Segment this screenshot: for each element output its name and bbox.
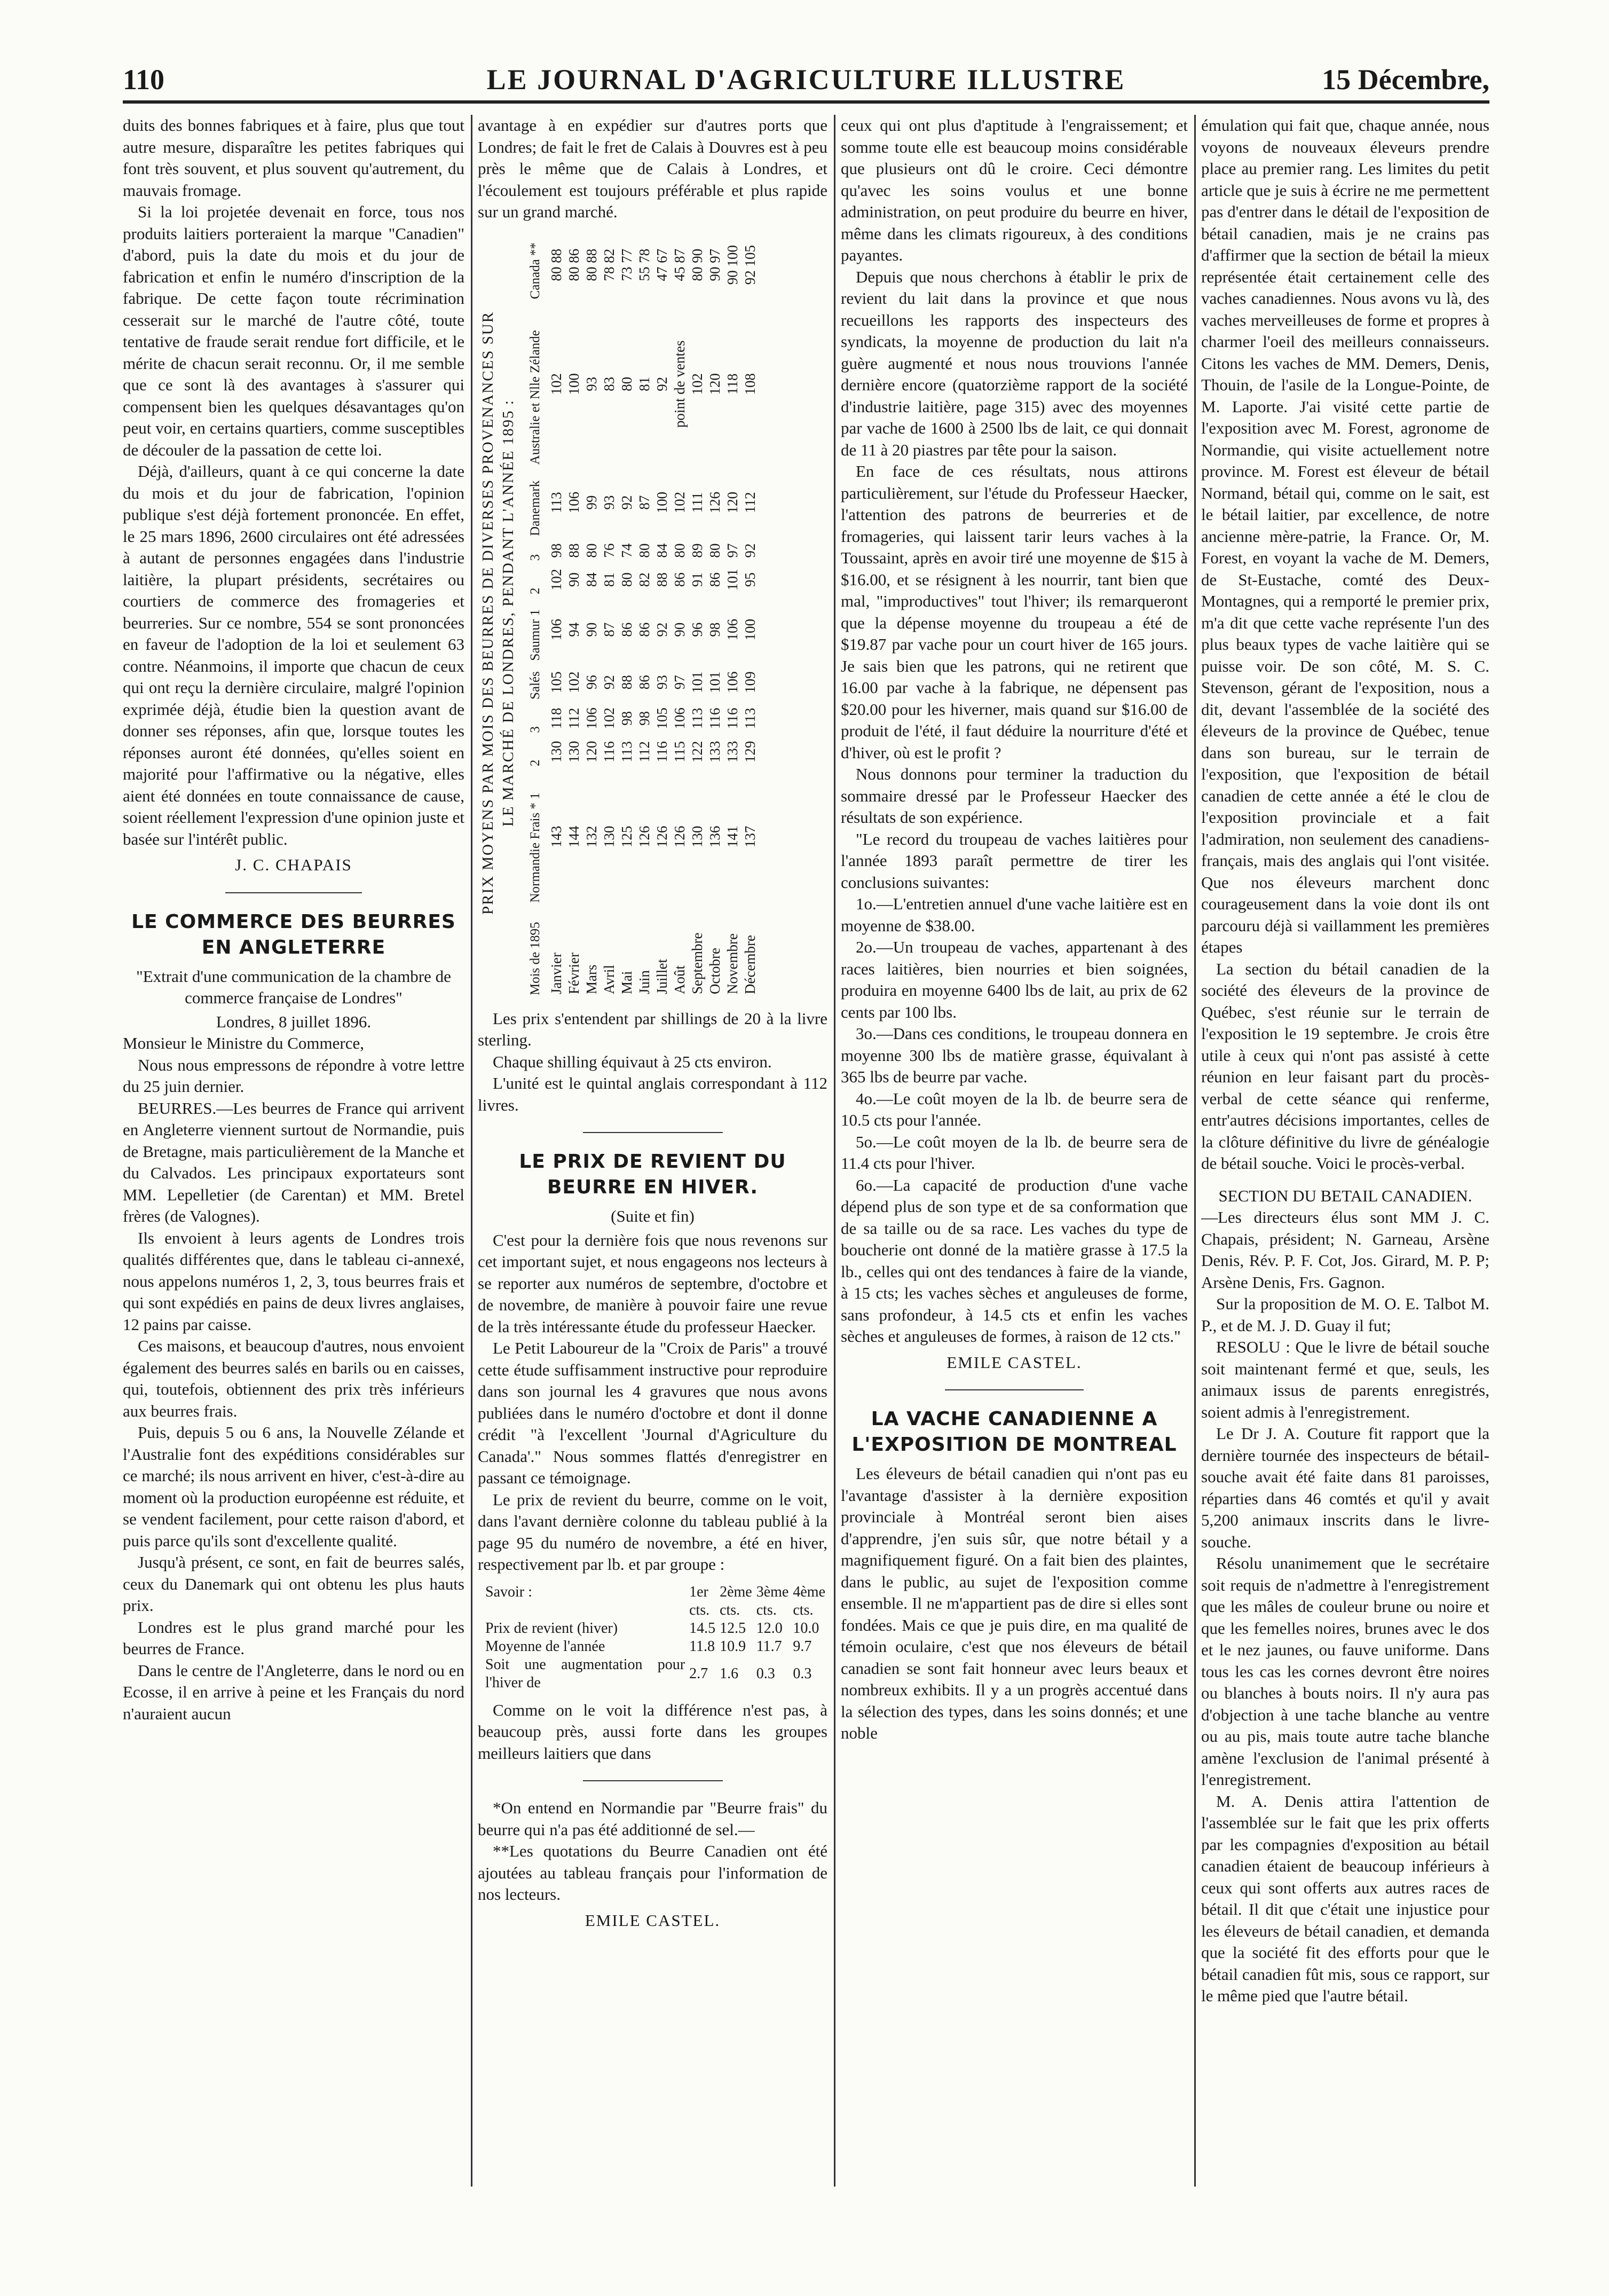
table-header: Salés (528, 671, 542, 699)
table-cell: 102 (671, 491, 688, 513)
paragraph: ceux qui ont plus d'aptitude à l'engraissement; et somme toute elle est beaucoup moins considérable que plusieurs ont dû le croire. Ceci démontre qu'avec les soins voulus et une bonne administration, on peut produire du beurre en hiver, même dans les climats rigoureux, à des conditions payantes. (841, 116, 1188, 264)
cost-row (483, 1638, 827, 1656)
paragraph: Les éleveurs de bétail canadien qui n'ont pas eu l'avantage d'assister à la dernière exposition provinciale à Montréal seront bien aises d'apprendre, j'en suis sûr, que notre bétail y a magnifiquement figuré. On a fait bien des plaintes, dans le public, au sujet de l'exposition comme ensemble. Il ne m'appartient pas de dire si elles sont fondées. Mais ce que je puis dire, en ma qualité de témoin oculaire, c'est que nos éleveurs de bétail canadien se sont fait honneur avec leurs beaux et nombreux exhibits. Il y a un progrès accentué dans la sélection des types, dans les soins donnés; et une noble (841, 1464, 1188, 1742)
table-cell: 94 (565, 622, 582, 637)
table-cell: 105 (548, 671, 564, 693)
table-cell: 118 (724, 373, 740, 395)
paragraph: Résolu unanimement que le secrétaire soit requis de n'admettre à l'enregistrement que les mâles de couleur brune ou noire et que les femelles noires, brunes avec le dos et le nez jaunes, ou fauve uniforme. Dans tous les cas les cornes devront être noires ou blanches à bouts noirs. Il n'y aura pas d'objection à une tache blanche au ventre ou au pis, mais toute autre tache blanche amène l'exclusion de l'animal présenté à l'enregistrement. (1201, 1554, 1489, 1789)
table-cell: 80 88 (583, 248, 600, 281)
table-header: 3 (528, 726, 542, 733)
table-cell: 84 (653, 543, 670, 558)
separator (583, 1132, 723, 1133)
table-header: Saumur 1 (528, 609, 542, 661)
table-cell: 116 (653, 741, 670, 762)
table-row (689, 229, 706, 997)
table-cell: 73 77 (618, 248, 635, 281)
table-cell: 126 (636, 825, 652, 847)
table-header: Normandie Frais * 1 (528, 792, 542, 903)
table-cell: Mars (583, 964, 600, 994)
table-cell: 80 (636, 543, 652, 558)
table-cell: 120 (583, 741, 600, 762)
table-cell: 130 (565, 741, 582, 762)
table-cell: 102 (689, 373, 705, 395)
table-cell: 86 (636, 674, 652, 689)
table-cell: 87 (601, 622, 617, 637)
table-cell: 98 (636, 711, 652, 726)
table-cell: 116 (724, 707, 740, 729)
cost-cell: 12.5 (720, 1619, 746, 1637)
table-row (653, 229, 671, 997)
table-cell: 47 67 (653, 248, 670, 281)
table-cell: 130 (689, 825, 705, 847)
paragraph: M. A. Denis attira l'attention de l'assemblée sur le fait que les prix offerts par les compagnies d'exposition au bétail canadien étaient de beaucoup inférieurs à ceux qui sont offerts aux autres races de bétail. Il dit que c'était une injustice pour les éleveurs de bétail canadien, et demanda que la société fit des efforts pour que le bétail canadien fût mis, sous ce rapport, sur le même pied que l'autre bétail. (1201, 1791, 1489, 2005)
paragraph: RESOLU : Que le livre de bétail souche soit maintenant fermé et que, seuls, les animaux issus de parents enregistrés, soient admis à l'enregistrement. (1201, 1338, 1489, 1421)
table-cell: 45 87 (671, 248, 688, 281)
table-title: PRIX MOYENS PAR MOIS DES BEURRES DE DIVERSES PROVENANCES SUR (479, 311, 496, 915)
table-cell: Mai (618, 971, 635, 994)
table-cell: 100 (742, 618, 758, 641)
paragraph: Dans le centre de l'Angleterre, dans le nord ou en Ecosse, il en arrive à peine et les Français du nord n'auraient aucun (123, 1661, 464, 1723)
table-cell: 92 (653, 376, 670, 391)
separator (583, 1780, 723, 1781)
table-cell: 80 (618, 572, 635, 587)
table-cell: 93 (583, 376, 600, 391)
table-cell: 88 (565, 543, 582, 558)
table-cell: 84 (583, 572, 600, 587)
table-cell: Octobre (706, 947, 723, 994)
table-cell: 93 (601, 495, 617, 510)
table-cell: 116 (706, 707, 723, 729)
cost-row (483, 1619, 827, 1638)
paragraph: 6o.—La capacité de production d'une vache dépend plus de son type et de sa conformation que de sa taille ou de sa race. Les vaches du type de boucherie ont donné de la matière grasse à 17.5 la lb., celles qui ont des tendances à faire de la viande, à 15 cts; les vaches sèches et anguleuses de forme, sans profondeur, à 14.5 cts et enfin les vaches sèches et anguleuses de formes, à raison de 12 cts." (841, 1175, 1188, 1346)
cost-header: 2ème (720, 1583, 752, 1600)
table-row (548, 229, 565, 997)
table-cell: 125 (618, 825, 635, 847)
table-cell: 106 (565, 491, 582, 513)
table-cell: 83 (601, 376, 617, 391)
cost-header: 1er (689, 1583, 708, 1600)
table-cell: Décembre (742, 934, 758, 994)
cost-cell: Prix de revient (hiver) (485, 1619, 618, 1637)
table-cell: 106 (724, 671, 740, 693)
table-row (601, 229, 618, 997)
table-cell: 98 (706, 622, 723, 637)
table-cell: 116 (601, 741, 617, 762)
column-divider (1194, 115, 1196, 2187)
table-cell: 81 (601, 572, 617, 587)
paragraph: 2o.—Un troupeau de vaches, appartenant à des races laitières, bien nourries et bien soignées, produira en moyenne 6400 lbs de lait, au prix de 62 cents par 100 lbs. (841, 938, 1188, 1021)
article-heading: LE PRIX DE REVIENT DU BEURRE EN HIVER. (519, 1151, 786, 1198)
paragraph: En face de ces résultats, nous attirons particulièrement, sur l'étude du Professeur Haecker, l'attention des patrons de beurreries et de fromageries, qui laissent tarir leurs vaches à la Toussaint, après en avoir tiré une moyenne de $15 à $16.00, et se résignent à les nourrir, tant bien que mal, "improductives" tout l'hiver; ils remarqueront que la dépense moyenne du troupeau a été de $19.87 par vache pour un court hiver de 165 jours. Je sais bien que les patrons, qui ne retirent que 16.00 par vache à la fabrique, ne dépensent pas $20.00 pour les hiverner, mais quand sur $16.00 de produit de l'été, il faut déduire la nourriture d'été et d'hiver, où est le profit ? (841, 462, 1188, 762)
page-number: 110 (123, 64, 165, 96)
table-cell: Janvier (548, 952, 564, 994)
table-cell: 109 (742, 671, 758, 693)
table-cell: 106 (583, 707, 600, 729)
table-cell: 92 (618, 495, 635, 510)
cost-cell: 10.0 (793, 1619, 819, 1637)
table-cell: 106 (548, 618, 564, 641)
table-row (618, 229, 636, 997)
header-rule (123, 100, 1489, 104)
table-cell: 74 (618, 543, 635, 558)
table-cell: Février (565, 952, 582, 994)
signature: EMILE CASTEL. (585, 1910, 721, 1930)
table-cell: 102 (601, 707, 617, 729)
article-heading: LE COMMERCE DES BEURRES EN ANGLETERRE (131, 910, 456, 958)
table-cell: Août (671, 965, 688, 994)
cost-cell: 9.7 (793, 1638, 812, 1655)
table-cell: 90 97 (706, 248, 723, 281)
table-header: 3 (528, 554, 542, 561)
cost-unit: cts. (689, 1601, 710, 1618)
table-cell: 86 (671, 572, 688, 587)
table-cell: 92 (601, 674, 617, 689)
table-cell: 96 (689, 622, 705, 637)
table-cell: 130 (601, 825, 617, 847)
cost-cell: 10.9 (720, 1638, 746, 1655)
cost-cell: 2.7 (689, 1665, 708, 1682)
price-table-block (478, 229, 827, 1003)
table-cell: 136 (706, 825, 723, 847)
signature: J. C. CHAPAIS (235, 855, 352, 874)
paragraph: Le Petit Laboureur de la "Croix de Paris" a trouvé cette étude suffisamment instructive pour reproduire dans son journal les 4 gravures que nous avons publiées dans le numéro d'octobre et dont il donne crédit "à l'excellent 'Journal d'Agriculture du Canada'." Nous sommes flattés d'enregistrer en passant ce témoignage. (478, 1339, 827, 1487)
paragraph: —Les directeurs élus sont MM J. C. Chapais, président; N. Garneau, Arsène Denis, Rév. P. F. Cot, Jos. Girard, M. P. P; Arsène Denis, Frs. Gagnon. (1201, 1208, 1489, 1292)
table-cell: 80 (618, 376, 635, 391)
page-header (123, 63, 1489, 100)
column-4 (1201, 115, 1489, 2187)
table-header: Mois de 1895 (528, 922, 542, 995)
paragraph: 4o.—Le coût moyen de la lb. de beurre sera de 10.5 cts pour l'année. (841, 1089, 1188, 1129)
table-cell: 55 78 (636, 248, 652, 281)
cost-table (483, 1583, 827, 1692)
cost-unit: cts. (720, 1601, 740, 1618)
table-cell: 112 (636, 741, 652, 762)
table-cell: 143 (548, 825, 564, 847)
table-cell: 141 (724, 825, 740, 847)
cost-cell: 11.7 (756, 1638, 782, 1655)
cost-cell: 12.0 (756, 1619, 783, 1637)
section-heading: SECTION DU BETAIL CANADIEN. (1218, 1186, 1472, 1205)
table-cell: Juin (636, 970, 652, 994)
table-header: Australie et Nlle Zélande (528, 329, 542, 465)
table-cell: 78 82 (601, 248, 617, 281)
paragraph: Comme on le voit la différence n'est pas, à beaucoup près, aussi forte dans les groupes meilleurs laitiers que dans (478, 1700, 827, 1763)
table-cell: 98 (618, 711, 635, 726)
table-cell: 80 (583, 543, 600, 558)
table-row (565, 229, 583, 997)
journal-title: LE JOURNAL D'AGRICULTURE ILLUSTRE (486, 64, 1126, 96)
table-cell: 120 (724, 491, 740, 513)
table-cell: 89 (689, 543, 705, 558)
table-header: Canada ** (528, 242, 542, 299)
paragraph: avantage à en expédier sur d'autres ports que Londres; de fait le fret de Calais à Douvres est à peu près le même que de Calais à Londres, et l'écoulement est toujours préférable et plus rapide sur un grand marché. (478, 116, 827, 221)
table-cell: 113 (742, 707, 758, 729)
table-cell: 97 (724, 543, 740, 558)
table-cell: 101 (689, 671, 705, 693)
table-cell: 113 (548, 491, 564, 513)
table-cell: 93 (653, 674, 670, 689)
cost-cell: 14.5 (689, 1619, 716, 1637)
column-divider (471, 115, 472, 2187)
table-cell: 126 (706, 491, 723, 513)
table-cell: 112 (742, 491, 758, 513)
table-cell: 100 (653, 491, 670, 513)
table-cell: 113 (689, 707, 705, 729)
cost-cell: 1.6 (720, 1665, 739, 1682)
cost-unit: cts. (793, 1601, 814, 1618)
price-table (524, 229, 759, 997)
table-header: 2 (528, 759, 542, 766)
paragraph: Puis, depuis 5 ou 6 ans, la Nouvelle Zélande et l'Australie font des expéditions considérables sur ce marché; ils nous arrivent en hiver, c'est-à-dire au moment où la production européenne est réduite, et se vendent facilement, pour cette raison d'abord, et puis parce qu'ils sont d'excellente qualité. (123, 1423, 464, 1550)
table-cell: 87 (636, 495, 652, 510)
table-cell: 90 100 (724, 245, 740, 285)
table-cell: 88 (618, 674, 635, 689)
table-cell: 101 (706, 671, 723, 693)
table-cell: 130 (548, 741, 564, 762)
footnote: *On entend en Normandie par "Beurre frais" du beurre qui n'a pas été additionné de sel.— (478, 1798, 827, 1839)
table-header: 2 (528, 587, 542, 594)
cost-unit: cts. (756, 1601, 777, 1618)
table-cell: 106 (724, 618, 740, 641)
cost-header: 4ème (793, 1583, 825, 1600)
table-cell: Novembre (724, 933, 740, 994)
table-cell: 86 (618, 622, 635, 637)
cost-cell: 11.8 (689, 1638, 715, 1655)
table-cell: Septembre (689, 932, 705, 994)
table-cell: 92 (653, 622, 670, 637)
paragraph: Le Dr J. A. Couture fit rapport que la dernière tournée des inspecteurs de bétail-souche avait été faite dans 81 paroisses, réparties dans 46 comtés et qu'il y avait 5,200 animaux inscrits dans le livre-souche. (1201, 1424, 1489, 1551)
paragraph: Sur la proposition de M. O. E. Talbot M. P., et de M. J. D. Guay il fut; (1201, 1294, 1489, 1335)
cost-table-block (483, 1583, 827, 1692)
salutation: Monsieur le Ministre du Commerce, (123, 1034, 364, 1052)
cost-label: Savoir : (485, 1583, 532, 1600)
table-cell: 102 (548, 568, 564, 591)
table-cell: 113 (618, 741, 635, 762)
paragraph: Les prix s'entendent par shillings de 20 à la livre sterling. (478, 1009, 827, 1049)
paragraph: Ces maisons, et beaucoup d'autres, nous envoient également des beurres salés en barils ou en caisses, qui, toutefois, obtiennent des prix très inférieurs aux beurres frais. (123, 1336, 464, 1420)
table-cell: 101 (724, 568, 740, 591)
cost-cell: Soit une augmentation pour l'hiver de (485, 1656, 685, 1691)
table-cell: Avril (601, 964, 617, 994)
footnote: **Les quotations du Beurre Canadien ont été ajoutées au tableau français pour l'information de nos lecteurs. (478, 1842, 827, 1904)
table-row (724, 229, 742, 997)
paragraph: Jusqu'à présent, ce sont, en fait de beurres salés, ceux du Danemark qui ont obtenu les plus hauts prix. (123, 1553, 464, 1615)
column-1 (123, 115, 464, 2187)
article-subtitle: (Suite et fin) (611, 1207, 695, 1225)
table-title: LE MARCHÉ DE LONDRES, PENDANT L'ANNÉE 1895 : (500, 399, 517, 827)
paragraph: 5o.—Le coût moyen de la lb. de beurre sera de 11.4 cts pour l'hiver. (841, 1132, 1188, 1173)
table-cell: 90 (583, 622, 600, 637)
table-header: Danemark (528, 480, 542, 536)
cost-cell: Moyenne de l'année (485, 1638, 605, 1655)
table-cell: 97 (671, 674, 688, 689)
table-cell: 80 90 (689, 248, 705, 281)
cost-cell: 0.3 (793, 1665, 812, 1682)
paragraph: Depuis que nous cherchons à établir le prix de revient du lait dans la province et que nous recueillons les rapports des inspecteurs des syndicats, la moyenne de production du lait n'a guère augmenté et nous nous trouvions l'année dernière encore (quatorzième rapport de la société d'industrie laitière, page 315) avec des moyennes par vache de 1600 à 2500 lbs de lait, ce qui donnait de 11 à 20 piastres par tête pour la saison. (841, 267, 1188, 459)
table-cell: 112 (565, 707, 582, 729)
table-cell: 80 88 (548, 248, 564, 281)
table-cell: 122 (689, 741, 705, 762)
table-cell: 92 105 (742, 245, 758, 285)
paragraph: Ils envoient à leurs agents de Londres trois qualités différentes que, dans le tableau ci-annexé, nous appelons numéros 1, 2, 3, tous beurres frais et qui sont expédiés en pains de deux livres anglaises, 12 pains par caisse. (123, 1228, 464, 1334)
table-cell: 137 (742, 825, 758, 847)
table-row (583, 229, 601, 997)
table-cell: 80 (706, 543, 723, 558)
table-cell: 98 (548, 543, 564, 558)
paragraph: C'est pour la dernière fois que nous revenons sur cet important sujet, et nous engageons nos lecteurs à se reporter aux numéros de septembre, d'octobre et de novembre, de manière à pouvoir faire une revue de la très intéressante étude du professeur Haecker. (478, 1230, 827, 1336)
table-cell: 82 (636, 572, 652, 587)
table-cell: 111 (689, 492, 705, 513)
signature: EMILE CASTEL. (947, 1353, 1082, 1372)
table-cell: 144 (565, 825, 582, 847)
paragraph: Si la loi projetée devenait en force, tous nos produits laitiers porteraient la marque "Canadien" d'abord, puis la date du mois et du jour de fabrication et enfin le numéro d'inscription de la fabrique. De cette façon toute récrimination cesserait sur le marché de l'autre côté, toute tentative de fraude serait rendue fort difficile, et le mérite de chacun serait reconnu. Or, il me semble que ce sont là des avantages à s'assurer qui compensent bien les quelques désavantages qu'on peut voir, en certains quartiers, comme susceptibles de découler de la passation de cette loi. (123, 202, 464, 459)
table-cell: 90 (565, 572, 582, 587)
table-row (706, 229, 724, 997)
price-table-rotated (478, 229, 819, 997)
cost-row (483, 1656, 827, 1692)
table-cell: 92 (742, 543, 758, 558)
table-cell: 96 (583, 674, 600, 689)
column-divider (834, 115, 835, 2187)
table-cell: 86 (636, 622, 652, 637)
table-cell: 133 (706, 741, 723, 762)
dateline: Londres, 8 juillet 1896. (216, 1012, 372, 1031)
table-cell: 106 (671, 707, 688, 729)
table-cell: point de ventes (671, 340, 688, 428)
paragraph: duits des bonnes fabriques et à faire, plus que tout autre mesure, disparaître les petites fabriques qui font très souvent, et plus souvent qu'autrement, du mauvais fromage. (123, 116, 464, 200)
issue-date: 15 Décembre, (1322, 64, 1489, 96)
table-cell: 129 (742, 741, 758, 762)
table-cell: 81 (636, 376, 652, 391)
paragraph: 1o.—L'entretien annuel d'une vache laitière est en moyenne de $38.00. (841, 894, 1188, 935)
table-cell: 102 (548, 373, 564, 395)
column-3 (841, 115, 1188, 2187)
paragraph: Londres est le plus grand marché pour les beurres de France. (123, 1617, 464, 1658)
table-cell: 99 (583, 495, 600, 510)
table-cell: 132 (583, 825, 600, 847)
table-cell: 100 (565, 373, 582, 395)
cost-cell: 0.3 (756, 1665, 775, 1682)
table-cell: 126 (671, 825, 688, 847)
table-cell: 95 (742, 572, 758, 587)
table-cell: 120 (706, 373, 723, 395)
table-cell: 80 86 (565, 248, 582, 281)
paragraph: BEURRES.—Les beurres de France qui arrivent en Angleterre viennent surtout de Normandie, puis de Bretagne, mais particulièrement de la Manche et du Calvados. Les principaux exportateurs sont MM. Lepelletier (de Carentan) et MM. Bretel frères (de Valognes). (123, 1098, 464, 1225)
article-heading: LA VACHE CANADIENNE A L'EXPOSITION DE MONTREAL (851, 1408, 1177, 1456)
paragraph: Le prix de revient du beurre, comme on le voit, dans l'avant dernière colonne du tableau publié à la page 95 du numéro de novembre, a été en hiver, respectivement par lb. et par groupe : (478, 1490, 827, 1574)
column-2 (478, 115, 827, 2187)
table-cell: 91 (689, 572, 705, 587)
paragraph: Déjà, d'ailleurs, quant à ce qui concerne la date du mois et du jour de fabrication, l'opinion publique s'est déjà fortement prononcée. En effet, le 25 mars 1896, 2600 circulaires ont été adressées à autant de personnes engagées dans l'industrie laitière, la plupart présidents, secrétaires ou courtiers de commerce des fromageries et beurreries. Sur ce nombre, 554 se sont prononcées en faveur de l'adoption de la loi et seulement 63 contre. Néanmoins, il importe que chacun de ceux qui ont reçu la dernière circulaire, malgré l'opinion exprimée déjà, étudie bien la question avant de donner ses réponses, afin que, lorsque toutes les réponses auront été données, qu'elles soient en majorité pour l'affirmative ou la négative, elles aient été données en toute connaissance de cause, soient réellement l'expression d'une opinion juste et basée sur l'intérêt public. (123, 462, 464, 848)
table-cell: 90 (671, 622, 688, 637)
table-cell: 133 (724, 741, 740, 762)
table-cell: 88 (653, 572, 670, 587)
table-row (742, 229, 759, 997)
paragraph: Chaque shilling équivaut à 25 cts environ. (493, 1052, 772, 1071)
table-cell: 102 (565, 671, 582, 693)
table-row (671, 229, 689, 997)
separator (225, 892, 362, 893)
paragraph: Nous donnons pour terminer la traduction du sommaire dressé par le Professeur Haecker des résultats de son expérience. (841, 765, 1188, 827)
table-row (636, 229, 653, 997)
table-cell: Juillet (653, 958, 670, 994)
table-cell: 86 (706, 572, 723, 587)
article-subtitle: "Extrait d'une communication de la chambre de commerce française de Londres" (136, 966, 451, 1007)
paragraph: La section du bétail canadien de la société des éleveurs de la province de Québec, s'est réunie sur le terrain de l'exposition le 19 septembre. Je crois être utile à ceux qui n'ont pas assisté à cette réunion en leur faisant part du procès-verbal de cette séance qui renferme, entr'autres décisions importantes, celles de la clôture définitive du livre de généalogie de bétail souche. Voici le procès-verbal. (1201, 959, 1489, 1173)
separator (945, 1389, 1084, 1390)
table-cell: 118 (548, 707, 564, 729)
table-cell: 76 (601, 543, 617, 558)
table-cell: 105 (653, 707, 670, 729)
table-cell: 108 (742, 373, 758, 395)
paragraph: Nous nous empressons de répondre à votre lettre du 25 juin dernier. (123, 1055, 464, 1096)
table-cell: 115 (671, 741, 688, 762)
table-cell: 126 (653, 825, 670, 847)
paragraph: 3o.—Dans ces conditions, le troupeau donnera en moyenne 300 lbs de matière grasse, équivalant à 365 lbs de beurre par vache. (841, 1024, 1188, 1086)
cost-header: 3ème (756, 1583, 789, 1600)
paragraph: "Le record du troupeau de vaches laitières pour l'année 1893 paraît permettre de tirer les conclusions suivantes: (841, 829, 1188, 892)
table-cell: 80 (671, 543, 688, 558)
paragraph: L'unité est le quintal anglais correspondant à 112 livres. (478, 1074, 827, 1114)
paragraph: émulation qui fait que, chaque année, nous voyons de nouveaux éleveurs prendre place au premier rang. Les limites du petit article que je suis à écrire ne me permettent pas d'entrer dans le détail de l'exposition de bétail canadien, mais je ne crains pas d'affirmer que la section de bétail la mieux représentée était certainement celle des vaches canadiennes. Nous avons vu là, des vaches merveilleuses de forme et propres à charmer l'oeil des meilleurs connaisseurs. Citons les vaches de MM. Demers, Denis, Thouin, de l'asile de la Longue-Pointe, de M. Laporte. J'ai visité cette partie de l'exposition avec M. Forest, agronome de Normandie, qui visite actuellement notre province. M. Forest est éleveur de bétail Normand, bétail qui, comme on le sait, est le bétail laitier, par excellence, de notre ancienne mère-patrie, la France. Or, M. Forest, en voyant la vache de M. Demers, de St-Eustache, comté des Deux-Montagnes, qui a remporté le premier prix, m'a dit que cette vache représente l'un des plus beaux types de vache laitière qui se puisse voir. De son côté, M. S. C. Stevenson, gérant de l'exposition, nous a dit, devant l'assemblée de la société des éleveurs de la province de Québec, tenue dans son bureau, sur le terrain de l'exposition, que l'exposition de bétail canadien de cette année a été le clou de l'exposition provinciale et a fait l'admiration, non seulement des canadiens-français, mais des anglais qui l'ont visitée. Que nos éleveurs marchent donc courageusement dans la voie dont ils ont parcouru déjà si vaillamment les premières étapes (1201, 116, 1489, 956)
